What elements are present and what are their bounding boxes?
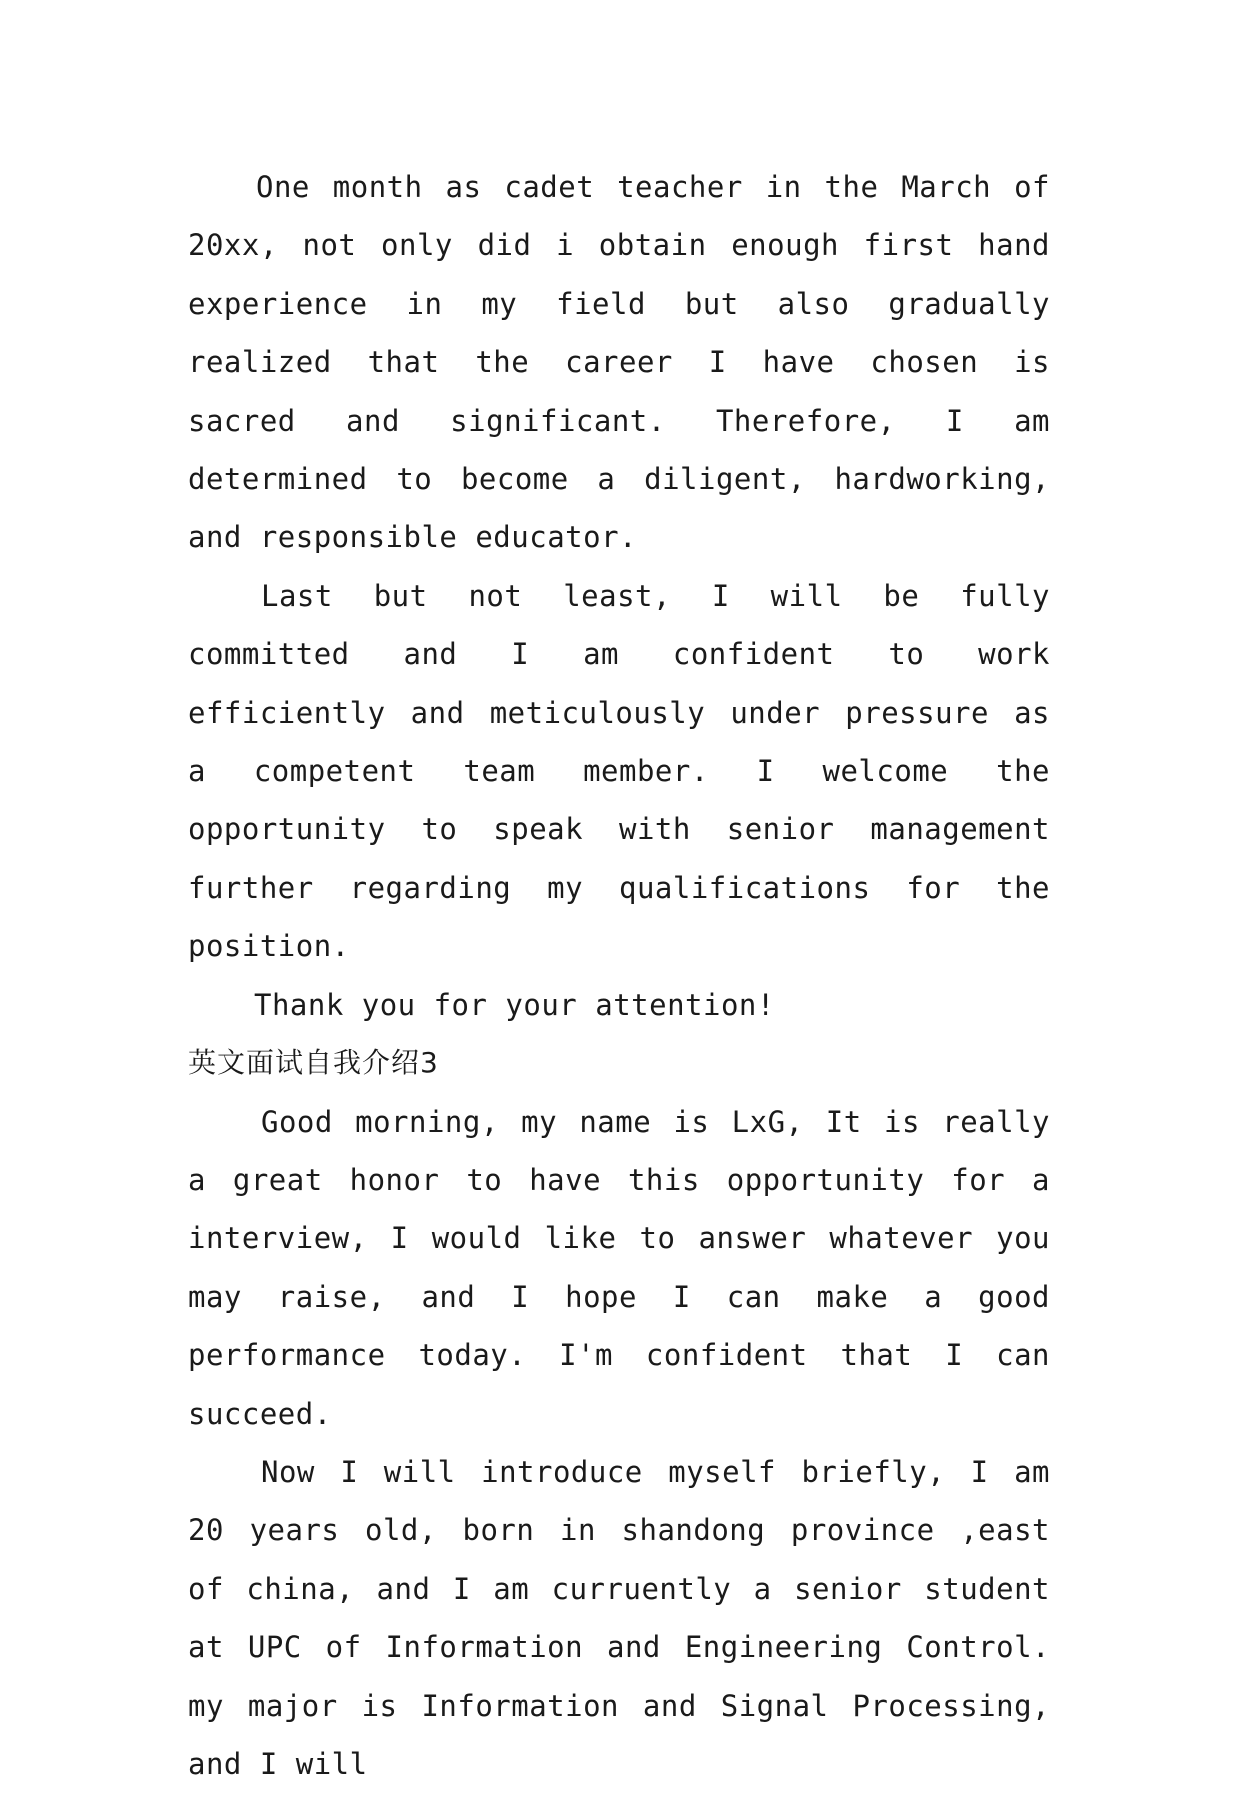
paragraph-thank-you: Thank you for your attention!	[254, 987, 775, 1022]
document-body	[188, 158, 1050, 1793]
paragraph-good-morning: Good morning, my name is LxG, It is really a great honor to have this opportunity for a interview, I would like to answer whatever you may raise, and I hope I can make a good performance today. I'm confident that I can succeed.	[188, 1104, 1050, 1431]
paragraph-introduce-myself: Now I will introduce myself briefly, I am 20 years old, born in shandong province ,east of china, and I am curruently a senior student at UPC of Information and Engineering Control. my major is Information and Signal Processing, and I will	[188, 1454, 1050, 1781]
section-heading: 英文面试自我介绍3	[188, 1046, 439, 1080]
paragraph-last-but-not-least: Last but not least, I will be fully committed and I am confident to work efficiently and meticulously under pressure as a competent team member. I welcome the opportunity to speak with senior management further regarding my qualifications for the position.	[188, 578, 1050, 964]
paragraph-cadet-teacher: One month as cadet teacher in the March of 20xx, not only did i obtain enough first hand experience in my field but also gradually realized that the career I have chosen is sacred and significant. Therefore, I am determined to become a diligent, hardworking, and responsible educator.	[188, 170, 1050, 555]
